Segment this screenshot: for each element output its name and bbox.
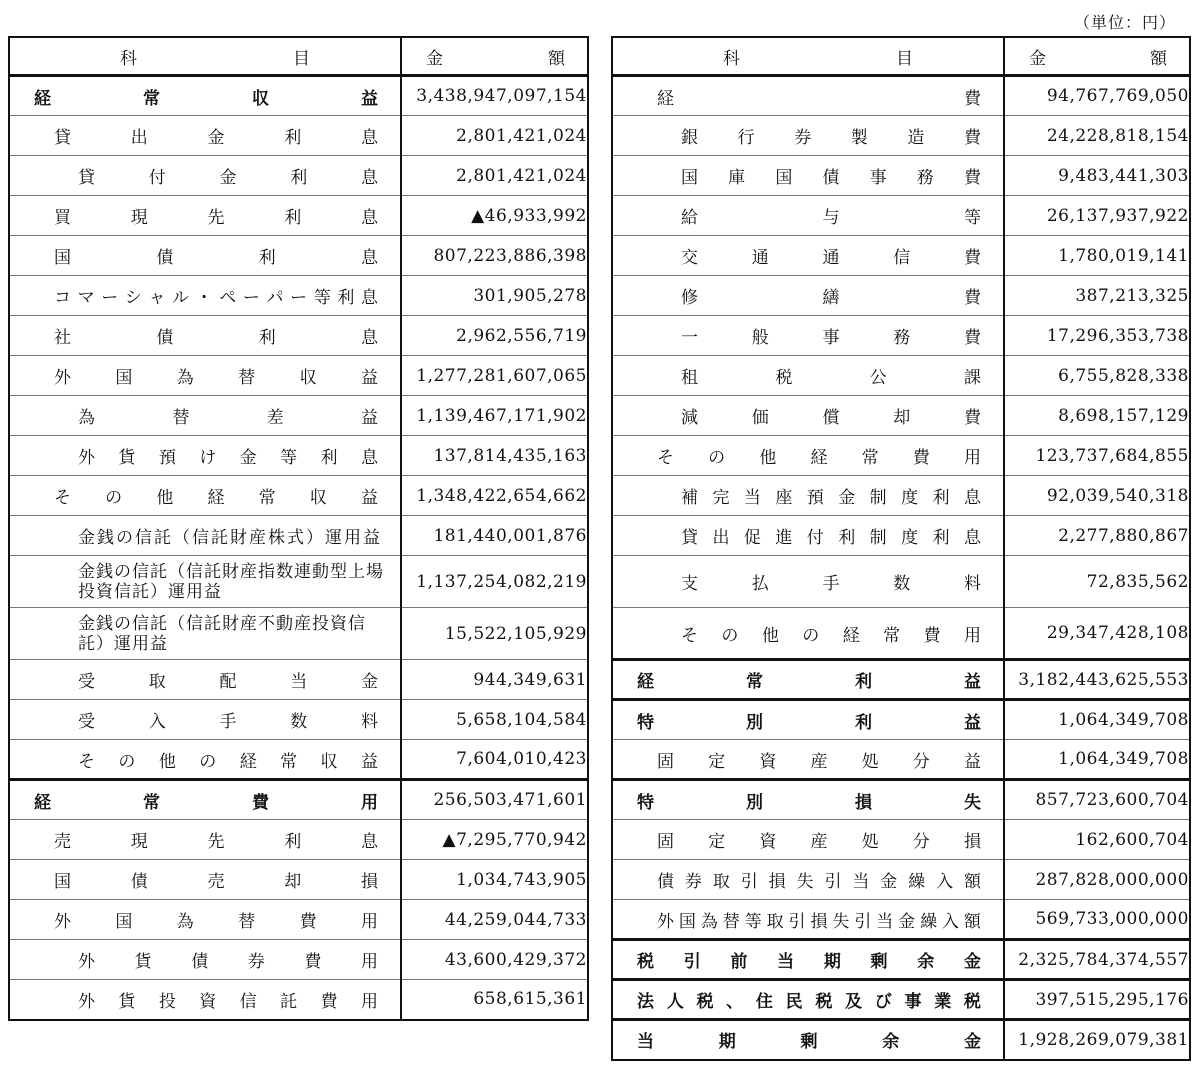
amount-cell: 2,801,421,024 — [401, 116, 588, 156]
account-item-label: そ の 他 の 経 常 収 益 — [78, 751, 378, 772]
account-item-label: 金銭の信託（信託財産不動産投資信託）運用益 — [78, 613, 366, 654]
account-item-cell — [612, 236, 1004, 276]
subject-header-char-1: 科 — [723, 48, 740, 69]
account-item-label: 受 入 手 数 料 — [78, 712, 378, 732]
amount-cell: 2,801,421,024 — [401, 156, 588, 196]
table-row — [9, 556, 588, 608]
table-row — [9, 940, 588, 980]
account-item-cell — [9, 356, 401, 396]
subject-header-char-1: 科 — [120, 48, 137, 69]
table-row — [9, 356, 588, 396]
amount-cell: 43,600,429,372 — [401, 940, 588, 980]
account-item-label: 貸 付 金 利 息 — [78, 168, 378, 188]
account-item-label: 特 別 損 失 — [637, 792, 981, 813]
account-item-cell — [9, 556, 401, 608]
amount-cell: 287,828,000,000 — [1004, 860, 1190, 900]
amount-cell: 1,780,019,141 — [1004, 236, 1190, 276]
amount-cell: 3,182,443,625,553 — [1004, 660, 1190, 700]
amount-cell: 44,259,044,733 — [401, 900, 588, 940]
account-item-label: コ マ ー シ ャ ル ・ ペ ー パ ー 等 利 息 — [54, 288, 378, 308]
amount-cell: 3,438,947,097,154 — [401, 76, 588, 116]
account-item-label: 社 債 利 息 — [54, 328, 378, 348]
account-item-cell — [9, 476, 401, 516]
account-item-cell — [9, 236, 401, 276]
amount-cell: ▲7,295,770,942 — [401, 820, 588, 860]
account-item-cell — [612, 476, 1004, 516]
amount-column-header — [1004, 37, 1190, 76]
account-item-cell — [9, 436, 401, 476]
account-item-label: 外 貨 投 資 信 託 費 用 — [78, 991, 378, 1012]
account-item-cell — [612, 316, 1004, 356]
account-item-cell — [612, 608, 1004, 660]
account-item-cell — [612, 980, 1004, 1020]
table-row — [9, 740, 588, 780]
amount-column-header — [401, 37, 588, 76]
table-row — [612, 316, 1190, 356]
amount-cell: 2,325,784,374,557 — [1004, 940, 1190, 980]
amount-cell: 1,139,467,171,902 — [401, 396, 588, 436]
account-item-label: 外 貨 債 券 費 用 — [78, 952, 378, 972]
account-item-cell — [9, 76, 401, 116]
table-row — [9, 76, 588, 116]
table-row — [9, 436, 588, 476]
table-row — [9, 820, 588, 860]
account-item-cell — [612, 700, 1004, 740]
amount-cell: 26,137,937,922 — [1004, 196, 1190, 236]
table-row — [9, 980, 588, 1020]
table-row — [612, 436, 1190, 476]
account-item-label: 修 繕 費 — [681, 288, 981, 308]
amount-cell: 1,277,281,607,065 — [401, 356, 588, 396]
account-item-label: 経 費 — [657, 88, 981, 109]
table-header-row — [612, 37, 1190, 76]
account-item-label: 銀 行 券 製 造 費 — [681, 128, 981, 148]
table-row — [9, 660, 588, 700]
account-item-label: 補 完 当 座 預 金 制 度 利 息 — [681, 488, 981, 508]
account-item-label: そ の 他 経 常 費 用 — [657, 448, 981, 468]
amount-cell: 1,064,349,708 — [1004, 740, 1190, 780]
table-row — [612, 740, 1190, 780]
left-table-body — [9, 76, 588, 1020]
amount-header-char-1: 金 — [426, 48, 443, 69]
account-item-cell — [612, 940, 1004, 980]
table-row — [612, 780, 1190, 820]
amount-cell: 5,658,104,584 — [401, 700, 588, 740]
amount-cell: 569,733,000,000 — [1004, 900, 1190, 940]
account-item-label: 固 定 資 産 処 分 損 — [657, 832, 981, 852]
account-item-cell — [9, 396, 401, 436]
account-item-cell — [612, 660, 1004, 700]
account-item-label: 一 般 事 務 費 — [681, 328, 981, 348]
table-row — [612, 556, 1190, 608]
account-item-label: 外 国 為 替 費 用 — [54, 912, 378, 932]
account-item-label: 受 取 配 当 金 — [78, 672, 378, 692]
account-item-cell — [9, 700, 401, 740]
account-item-cell — [9, 608, 401, 660]
account-item-cell — [9, 900, 401, 940]
amount-cell: 9,483,441,303 — [1004, 156, 1190, 196]
table-row — [9, 476, 588, 516]
account-item-label: 為 替 差 益 — [78, 408, 378, 428]
table-row — [9, 900, 588, 940]
account-item-cell — [612, 820, 1004, 860]
account-item-label: 当 期 剰 余 金 — [637, 1032, 981, 1053]
table-row — [612, 900, 1190, 940]
table-row — [612, 156, 1190, 196]
account-item-cell — [9, 116, 401, 156]
account-item-cell — [612, 196, 1004, 236]
account-item-cell — [612, 516, 1004, 556]
account-item-label: 交 通 通 信 費 — [681, 248, 981, 268]
table-row — [612, 516, 1190, 556]
amount-cell: 92,039,540,318 — [1004, 476, 1190, 516]
account-item-cell — [612, 780, 1004, 820]
amount-cell: 72,835,562 — [1004, 556, 1190, 608]
table-row — [612, 860, 1190, 900]
amount-cell: 2,277,880,867 — [1004, 516, 1190, 556]
subject-column-header — [612, 37, 1004, 76]
account-item-cell — [9, 740, 401, 780]
amount-cell: 24,228,818,154 — [1004, 116, 1190, 156]
account-item-label: 固 定 資 産 処 分 益 — [657, 751, 981, 772]
account-item-label: 経 常 費 用 — [34, 792, 378, 813]
table-row — [612, 820, 1190, 860]
amount-cell: 94,767,769,050 — [1004, 76, 1190, 116]
account-item-cell — [612, 860, 1004, 900]
amount-header-char-1: 金 — [1029, 48, 1046, 69]
account-item-cell — [612, 556, 1004, 608]
account-item-cell — [612, 900, 1004, 940]
table-row — [9, 316, 588, 356]
amount-header-char-2: 額 — [1150, 48, 1167, 69]
account-item-label: 経 常 収 益 — [34, 88, 378, 109]
amount-cell: 7,604,010,423 — [401, 740, 588, 780]
amount-cell: 857,723,600,704 — [1004, 780, 1190, 820]
account-item-cell — [9, 156, 401, 196]
income-table-left — [8, 36, 589, 1021]
account-item-cell — [9, 316, 401, 356]
account-item-label: 給 与 等 — [681, 208, 981, 228]
account-item-label: そ の 他 の 経 常 費 用 — [681, 625, 981, 646]
account-item-label: 減 価 償 却 費 — [681, 408, 981, 428]
account-item-label: 国 債 利 息 — [54, 248, 378, 268]
table-row — [9, 116, 588, 156]
amount-cell: 301,905,278 — [401, 276, 588, 316]
table-row — [612, 76, 1190, 116]
account-item-label: 外 国 為 替 等 取 引 損 失 引 当 金 繰 入 額 — [657, 911, 981, 932]
table-row — [9, 780, 588, 820]
account-item-cell — [9, 660, 401, 700]
account-item-label: 経 常 利 益 — [637, 672, 981, 692]
table-row — [612, 980, 1190, 1020]
amount-cell: 162,600,704 — [1004, 820, 1190, 860]
amount-cell: 123,737,684,855 — [1004, 436, 1190, 476]
subject-header-char-2: 目 — [293, 48, 310, 69]
account-item-label: 国 庫 国 債 事 務 費 — [681, 168, 981, 188]
account-item-cell — [9, 940, 401, 980]
account-item-label: 支 払 手 数 料 — [681, 574, 981, 594]
table-row — [612, 660, 1190, 700]
table-row — [612, 116, 1190, 156]
right-table-body — [612, 76, 1190, 1060]
table-row — [612, 236, 1190, 276]
account-item-label: そ の 他 経 常 収 益 — [54, 488, 378, 508]
account-item-cell — [9, 780, 401, 820]
account-item-cell — [612, 396, 1004, 436]
table-row — [612, 396, 1190, 436]
table-row — [9, 156, 588, 196]
table-row — [612, 356, 1190, 396]
table-row — [9, 516, 588, 556]
account-item-cell — [612, 740, 1004, 780]
account-item-cell — [9, 860, 401, 900]
table-header-row — [9, 37, 588, 76]
subject-header-char-2: 目 — [896, 48, 913, 69]
account-item-cell — [612, 436, 1004, 476]
subject-column-header — [9, 37, 401, 76]
amount-header-char-2: 額 — [548, 48, 565, 69]
account-item-label: 売 現 先 利 息 — [54, 832, 378, 852]
account-item-label: 法 人 税 、 住 民 税 及 び 事 業 税 — [637, 992, 981, 1012]
amount-cell: 2,962,556,719 — [401, 316, 588, 356]
amount-cell: 1,348,422,654,662 — [401, 476, 588, 516]
account-item-cell — [612, 76, 1004, 116]
table-row — [612, 196, 1190, 236]
amount-cell: ▲46,933,992 — [401, 196, 588, 236]
account-item-label: 租 税 公 課 — [681, 368, 981, 388]
amount-cell: 256,503,471,601 — [401, 780, 588, 820]
income-table-right — [611, 36, 1191, 1061]
amount-cell: 1,137,254,082,219 — [401, 556, 588, 608]
table-row — [612, 476, 1190, 516]
amount-cell: 658,615,361 — [401, 980, 588, 1020]
account-item-cell — [9, 516, 401, 556]
account-item-cell — [9, 980, 401, 1020]
table-row — [612, 940, 1190, 980]
amount-cell: 8,698,157,129 — [1004, 396, 1190, 436]
amount-cell: 6,755,828,338 — [1004, 356, 1190, 396]
amount-cell: 137,814,435,163 — [401, 436, 588, 476]
table-row — [9, 196, 588, 236]
account-item-cell — [9, 276, 401, 316]
amount-cell: 387,213,325 — [1004, 276, 1190, 316]
account-item-cell — [9, 196, 401, 236]
account-item-cell — [612, 1020, 1004, 1060]
amount-cell: 1,928,269,079,381 — [1004, 1020, 1190, 1060]
account-item-cell — [612, 356, 1004, 396]
table-row — [612, 608, 1190, 660]
account-item-label: 債 券 取 引 損 失 引 当 金 繰 入 額 — [657, 872, 981, 892]
account-item-label: 特 別 利 益 — [637, 712, 981, 733]
account-item-label: 外 国 為 替 収 益 — [54, 368, 378, 388]
amount-cell: 1,034,743,905 — [401, 860, 588, 900]
table-row — [9, 608, 588, 660]
account-item-cell — [612, 156, 1004, 196]
account-item-cell — [9, 820, 401, 860]
account-item-label: 国 債 売 却 損 — [54, 872, 378, 892]
account-item-cell — [612, 276, 1004, 316]
account-item-label: 外 貨 預 け 金 等 利 息 — [78, 448, 378, 468]
account-item-label: 税 引 前 当 期 剰 余 金 — [637, 952, 981, 972]
account-item-label: 買 現 先 利 息 — [54, 208, 378, 228]
account-item-label: 金銭の信託（信託財産指数連動型上場投資信託）運用益 — [78, 561, 384, 602]
account-item-label: 金銭の信託（信託財産株式）運用益 — [78, 528, 382, 548]
account-item-cell — [612, 116, 1004, 156]
amount-cell: 397,515,295,176 — [1004, 980, 1190, 1020]
amount-cell: 181,440,001,876 — [401, 516, 588, 556]
account-item-label: 貸 出 金 利 息 — [54, 128, 378, 148]
table-row — [9, 396, 588, 436]
table-row — [612, 700, 1190, 740]
table-row — [9, 700, 588, 740]
amount-cell: 807,223,886,398 — [401, 236, 588, 276]
table-row — [612, 276, 1190, 316]
amount-cell: 944,349,631 — [401, 660, 588, 700]
account-item-label: 貸 出 促 進 付 利 制 度 利 息 — [681, 528, 981, 548]
table-row — [9, 860, 588, 900]
table-row — [612, 1020, 1190, 1060]
table-row — [9, 276, 588, 316]
amount-cell: 29,347,428,108 — [1004, 608, 1190, 660]
amount-cell: 1,064,349,708 — [1004, 700, 1190, 740]
amount-cell: 17,296,353,738 — [1004, 316, 1190, 356]
unit-note: （単位：円） — [1073, 13, 1176, 32]
amount-cell: 15,522,105,929 — [401, 608, 588, 660]
table-row — [9, 236, 588, 276]
